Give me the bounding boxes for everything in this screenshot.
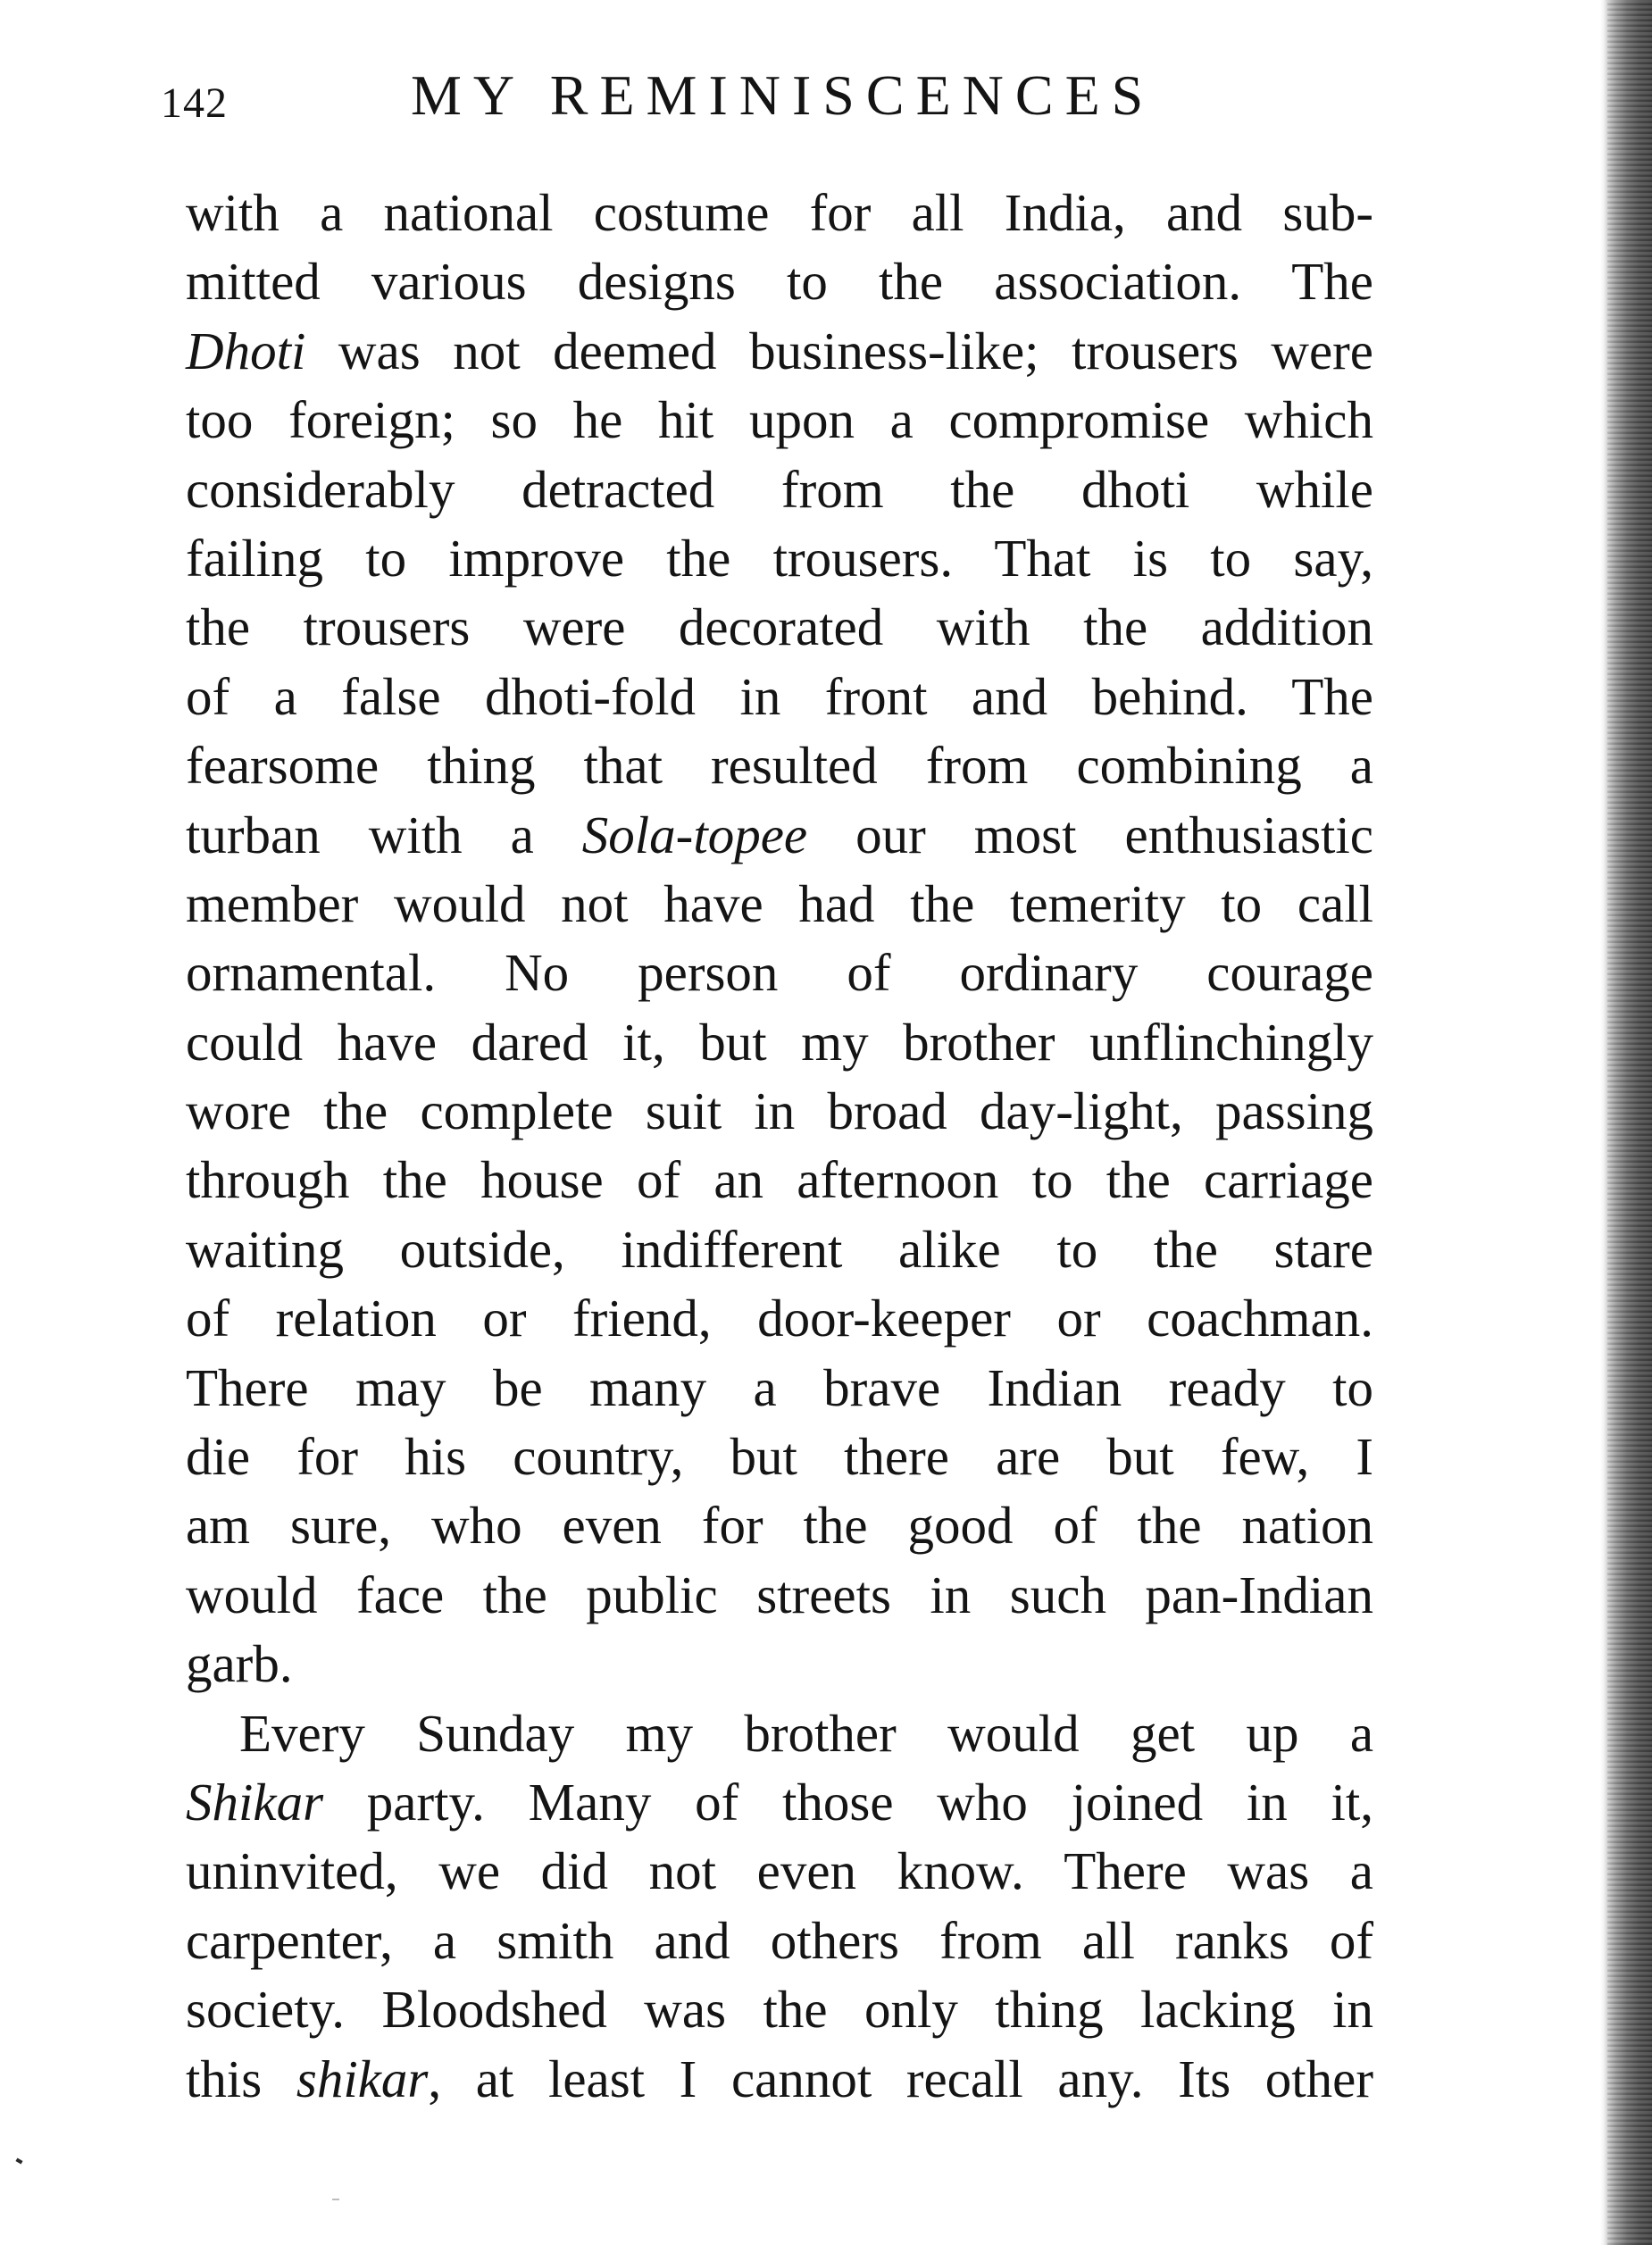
text-line: am sure, who even for the good of the nation	[186, 1496, 1373, 1556]
text-line: too foreign; so he hit upon a compromise which	[186, 390, 1373, 450]
text-line: carpenter, a smith and others from all ranks of	[186, 1910, 1373, 1970]
text-line: failing to improve the trousers. That is to say,	[186, 528, 1373, 588]
text-line: member would not have had the temerity to call	[186, 873, 1373, 933]
text-line: ornamental. No person of ordinary courage	[186, 943, 1373, 1003]
text-line: the trousers were decorated with the addition	[186, 597, 1373, 657]
text-line: Dhoti was not deemed business-like; trousers were	[186, 321, 1373, 380]
page-number: 142	[161, 79, 228, 127]
paragraph-start-line: Every Sunday my brother would get up a	[239, 1703, 1373, 1763]
paragraph-end-line: garb.	[186, 1634, 293, 1694]
text-line: Shikar party. Many of those who joined in it,	[186, 1772, 1373, 1832]
text-line: waiting outside, indifferent alike to the stare	[186, 1219, 1373, 1279]
text-line: could have dared it, but my brother unflinchingly	[186, 1012, 1373, 1072]
text-line: with a national costume for all India, and sub-	[186, 183, 1373, 242]
text-line: would face the public streets in such pan-Indian	[186, 1565, 1373, 1624]
book-spine-texture	[1607, 0, 1652, 2245]
text-line: fearsome thing that resulted from combining a	[186, 736, 1373, 796]
text-line: There may be many a brave Indian ready to	[186, 1357, 1373, 1417]
text-line: wore the complete suit in broad day-light, passing	[186, 1081, 1373, 1141]
text-line: mitted various designs to the association. The	[186, 252, 1373, 312]
text-line: considerably detracted from the dhoti while	[186, 459, 1373, 519]
text-line: uninvited, we did not even know. There was a	[186, 1841, 1373, 1901]
scan-speck	[15, 2158, 22, 2165]
body-text	[186, 179, 1373, 2114]
scan-speck	[332, 2199, 339, 2200]
running-header	[161, 63, 1232, 143]
text-line: of a false dhoti-fold in front and behind. The	[186, 666, 1373, 726]
text-line: this shikar, at least I cannot recall any. Its other	[186, 2049, 1374, 2108]
text-line: through the house of an afternoon to the carriage	[186, 1150, 1373, 1210]
text-line: society. Bloodshed was the only thing lacking in	[186, 1980, 1373, 2040]
italic-term-shikar-lower: shikar	[296, 2049, 429, 2108]
italic-term-dhoti: Dhoti	[186, 321, 306, 380]
italic-term-shikar: Shikar	[186, 1772, 324, 1832]
text-line: turban with a Sola-topee our most enthusiastic	[186, 805, 1373, 864]
text-line: of relation or friend, door-keeper or coachman.	[186, 1289, 1373, 1348]
text-line: die for his country, but there are but few, I	[186, 1427, 1373, 1487]
italic-term-sola-topee: Sola-topee	[581, 805, 808, 864]
running-title: MY REMINISCENCES	[411, 63, 1156, 127]
